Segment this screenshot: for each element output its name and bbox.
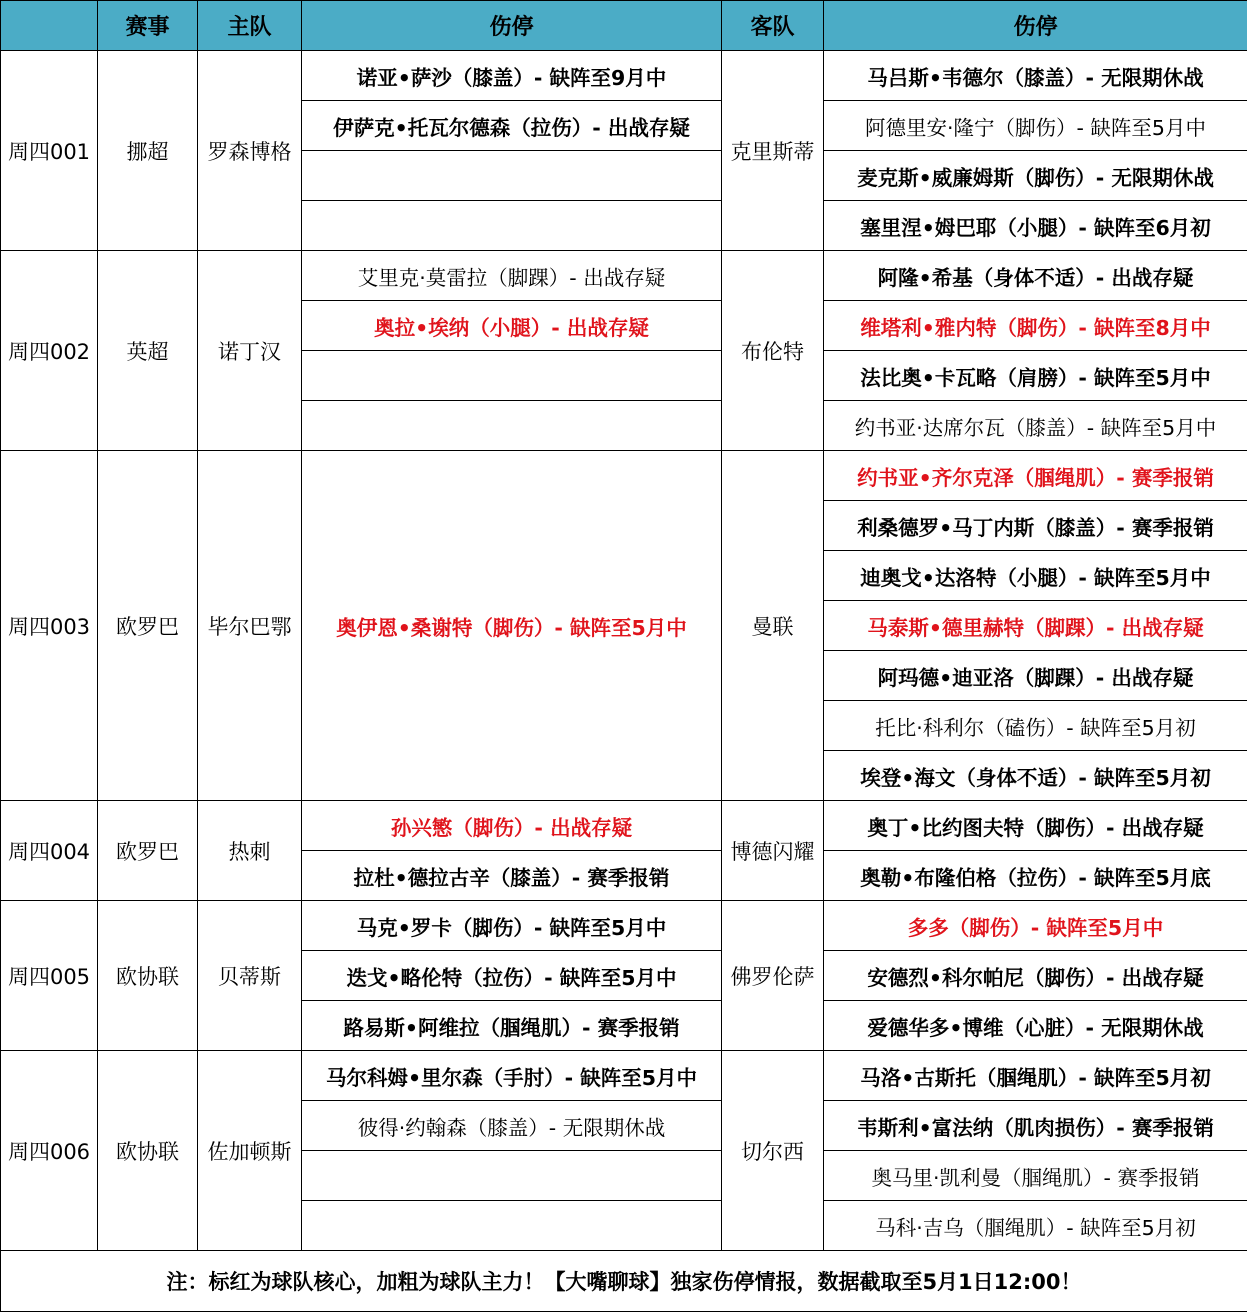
- match-id: 周四004: [1, 801, 98, 901]
- match-row: [1, 251, 1247, 301]
- match-id: 周四005: [1, 901, 98, 1051]
- away-injury-cell: 阿隆•希基（身体不适）- 出战存疑: [824, 251, 1247, 301]
- match-league: 英超: [98, 251, 198, 451]
- match-league: 挪超: [98, 51, 198, 251]
- home-injury-cell: 彼得·约翰森（膝盖）- 无限期休战: [302, 1101, 722, 1151]
- away-team: 布伦特: [722, 251, 824, 451]
- away-injury-cell: 马洛•古斯托（腘绳肌）- 缺阵至5月初: [824, 1051, 1247, 1101]
- match-row: [1, 51, 1247, 101]
- match-row: [1, 451, 1247, 501]
- home-team: 罗森博格: [198, 51, 302, 251]
- home-injury-cell: 诺亚•萨沙（膝盖）- 缺阵至9月中: [302, 51, 722, 101]
- away-injury-cell: 埃登•海文（身体不适）- 缺阵至5月初: [824, 751, 1247, 801]
- match-league: 欧罗巴: [98, 451, 198, 801]
- home-injury-cell: [302, 1201, 722, 1251]
- table-body: [1, 51, 1247, 1251]
- away-injury-cell: 马吕斯•韦德尔（膝盖）- 无限期休战: [824, 51, 1247, 101]
- note-row: [1, 1251, 1247, 1312]
- home-injury-cell: 奥拉•埃纳（小腿）- 出战存疑: [302, 301, 722, 351]
- away-injury-cell: 安德烈•科尔帕尼（脚伤）- 出战存疑: [824, 951, 1247, 1001]
- away-injury-cell: 爱德华多•博维（心脏）- 无限期休战: [824, 1001, 1247, 1051]
- away-injury-cell: 韦斯利•富法纳（肌肉损伤）- 赛季报销: [824, 1101, 1247, 1151]
- home-injury-cell: 路易斯•阿维拉（腘绳肌）- 赛季报销: [302, 1001, 722, 1051]
- match-id: 周四002: [1, 251, 98, 451]
- home-injury-cell: 迭戈•略伦特（拉伤）- 缺阵至5月中: [302, 951, 722, 1001]
- home-injury-cell: 奥伊恩•桑谢特（脚伤）- 缺阵至5月中: [302, 451, 722, 801]
- away-injury-cell: 迪奥戈•达洛特（小腿）- 缺阵至5月中: [824, 551, 1247, 601]
- match-id: 周四006: [1, 1051, 98, 1251]
- away-team: 曼联: [722, 451, 824, 801]
- header-league: 赛事: [98, 1, 198, 51]
- away-team: 克里斯蒂: [722, 51, 824, 251]
- home-injury-cell: 拉杜•德拉古辛（膝盖）- 赛季报销: [302, 851, 722, 901]
- match-row: [1, 1051, 1247, 1101]
- header-row: [1, 1, 1247, 51]
- header-away: 客队: [722, 1, 824, 51]
- away-injury-cell: 马泰斯•德里赫特（脚踝）- 出战存疑: [824, 601, 1247, 651]
- home-injury-cell: [302, 1151, 722, 1201]
- home-team: 热刺: [198, 801, 302, 901]
- home-injury-cell: 艾里克·莫雷拉（脚踝）- 出战存疑: [302, 251, 722, 301]
- header-away-injuries: 伤停: [824, 1, 1247, 51]
- match-row: [1, 901, 1247, 951]
- away-injury-cell: 法比奥•卡瓦略（肩膀）- 缺阵至5月中: [824, 351, 1247, 401]
- match-league: 欧罗巴: [98, 801, 198, 901]
- away-injury-cell: 塞里涅•姆巴耶（小腿）- 缺阵至6月初: [824, 201, 1247, 251]
- home-injury-cell: 马克•罗卡（脚伤）- 缺阵至5月中: [302, 901, 722, 951]
- match-row: [1, 801, 1247, 851]
- match-id: 周四001: [1, 51, 98, 251]
- match-id: 周四003: [1, 451, 98, 801]
- home-injury-cell: [302, 351, 722, 401]
- away-team: 佛罗伦萨: [722, 901, 824, 1051]
- home-team: 贝蒂斯: [198, 901, 302, 1051]
- home-injury-cell: [302, 401, 722, 451]
- away-injury-cell: 阿德里安·隆宁（脚伤）- 缺阵至5月中: [824, 101, 1247, 151]
- header-home: 主队: [198, 1, 302, 51]
- home-injury-cell: 孙兴慜（脚伤）- 出战存疑: [302, 801, 722, 851]
- header-home-injuries: 伤停: [302, 1, 722, 51]
- home-team: 佐加顿斯: [198, 1051, 302, 1251]
- home-injury-cell: [302, 201, 722, 251]
- away-injury-cell: 托比·科利尔（磕伤）- 缺阵至5月初: [824, 701, 1247, 751]
- away-injury-cell: 阿玛德•迪亚洛（脚踝）- 出战存疑: [824, 651, 1247, 701]
- match-league: 欧协联: [98, 1051, 198, 1251]
- away-injury-cell: 奥勒•布隆伯格（拉伤）- 缺阵至5月底: [824, 851, 1247, 901]
- home-injury-cell: [302, 151, 722, 201]
- home-injury-cell: 伊萨克•托瓦尔德森（拉伤）- 出战存疑: [302, 101, 722, 151]
- home-team: 诺丁汉: [198, 251, 302, 451]
- away-injury-cell: 奥马里·凯利曼（腘绳肌）- 赛季报销: [824, 1151, 1247, 1201]
- away-injury-cell: 利桑德罗•马丁内斯（膝盖）- 赛季报销: [824, 501, 1247, 551]
- match-league: 欧协联: [98, 901, 198, 1051]
- away-injury-cell: 维塔利•雅内特（脚伤）- 缺阵至8月中: [824, 301, 1247, 351]
- away-injury-cell: 约书亚•齐尔克泽（腘绳肌）- 赛季报销: [824, 451, 1247, 501]
- home-team: 毕尔巴鄂: [198, 451, 302, 801]
- home-injury-cell: 马尔科姆•里尔森（手肘）- 缺阵至5月中: [302, 1051, 722, 1101]
- away-injury-cell: 麦克斯•威廉姆斯（脚伤）- 无限期休战: [824, 151, 1247, 201]
- away-injury-cell: 多多（脚伤）- 缺阵至5月中: [824, 901, 1247, 951]
- away-injury-cell: 约书亚·达席尔瓦（膝盖）- 缺阵至5月中: [824, 401, 1247, 451]
- away-team: 博德闪耀: [722, 801, 824, 901]
- away-injury-cell: 马科·吉乌（腘绳肌）- 缺阵至5月初: [824, 1201, 1247, 1251]
- away-team: 切尔西: [722, 1051, 824, 1251]
- footnote: 注：标红为球队核心，加粗为球队主力！【大嘴聊球】独家伤停情报，数据截取至5月1日12:00！: [1, 1251, 1247, 1312]
- away-injury-cell: 奥丁•比约图夫特（脚伤）- 出战存疑: [824, 801, 1247, 851]
- header-blank: [1, 1, 98, 51]
